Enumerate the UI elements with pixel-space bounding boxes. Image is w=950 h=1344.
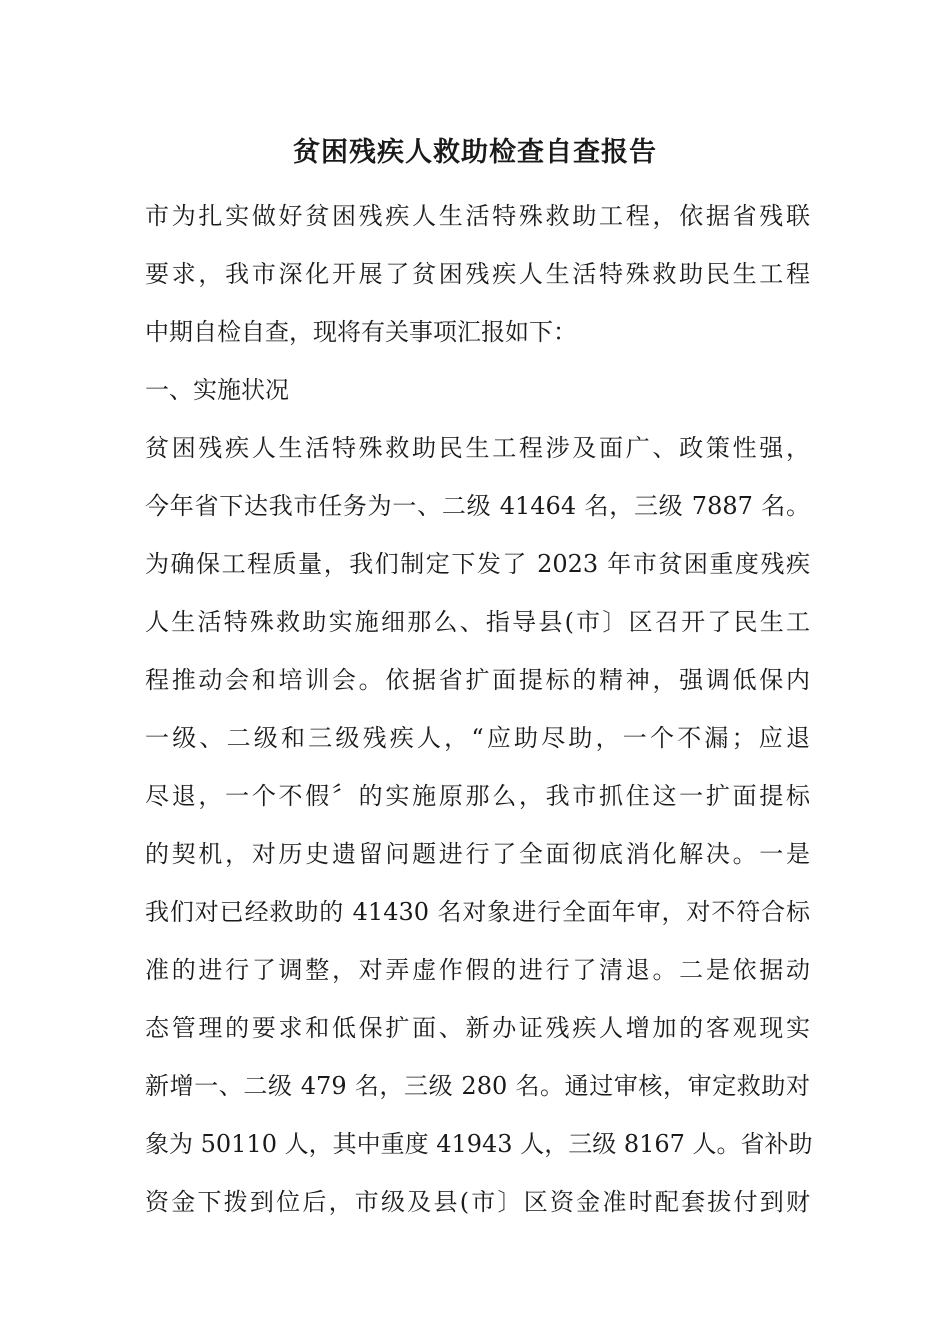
paragraph-line: 一级、二级和三级残疾人，“应助尽助，一个不漏；应退 (145, 724, 810, 752)
paragraph-line: 人生活特殊救助实施细那么、指导县(市〕区召开了民生工 (145, 608, 810, 636)
paragraph-line: 中期自检自查，现将有关事项汇报如下： (145, 318, 577, 346)
paragraph-line: 尽退，一个不假〞的实施原那么，我市抓住这一扩面提标 (145, 782, 810, 810)
paragraph-line: 象为 50110 人，其中重度 41943 人，三级 8167 人。省补助 (145, 1130, 813, 1158)
paragraph-line: 我们对已经救助的 41430 名对象进行全面年审，对不符合标 (145, 898, 810, 926)
document-title: 贫困残疾人救助检查自查报告 (293, 137, 657, 168)
paragraph-line: 市为扎实做好贫困残疾人生活特殊救助工程，依据省残联 (145, 202, 810, 230)
paragraph-line: 今年省下达我市任务为一、二级 41464 名，三级 7887 名。 (145, 492, 810, 520)
section-heading: 一、实施状况 (145, 376, 289, 404)
paragraph-line: 要求，我市深化开展了贫困残疾人生活特殊救助民生工程 (145, 260, 810, 288)
paragraph-line: 准的进行了调整，对弄虚作假的进行了清退。二是依据动 (145, 956, 810, 984)
paragraph-line: 态管理的要求和低保扩面、新办证残疾人增加的客观现实 (145, 1014, 810, 1042)
paragraph-line: 贫困残疾人生活特殊救助民生工程涉及面广、政策性强， (145, 434, 810, 462)
paragraph-line: 为确保工程质量，我们制定下发了 2023 年市贫困重度残疾 (145, 550, 810, 578)
paragraph-line: 程推动会和培训会。依据省扩面提标的精神，强调低保内 (145, 666, 810, 694)
paragraph-line: 的契机，对历史遗留问题进行了全面彻底消化解决。一是 (145, 840, 810, 868)
paragraph-line: 新增一、二级 479 名，三级 280 名。通过审核，审定救助对 (145, 1072, 810, 1100)
paragraph-line: 资金下拨到位后，市级及县(市〕区资金准时配套拔付到财 (145, 1188, 810, 1216)
